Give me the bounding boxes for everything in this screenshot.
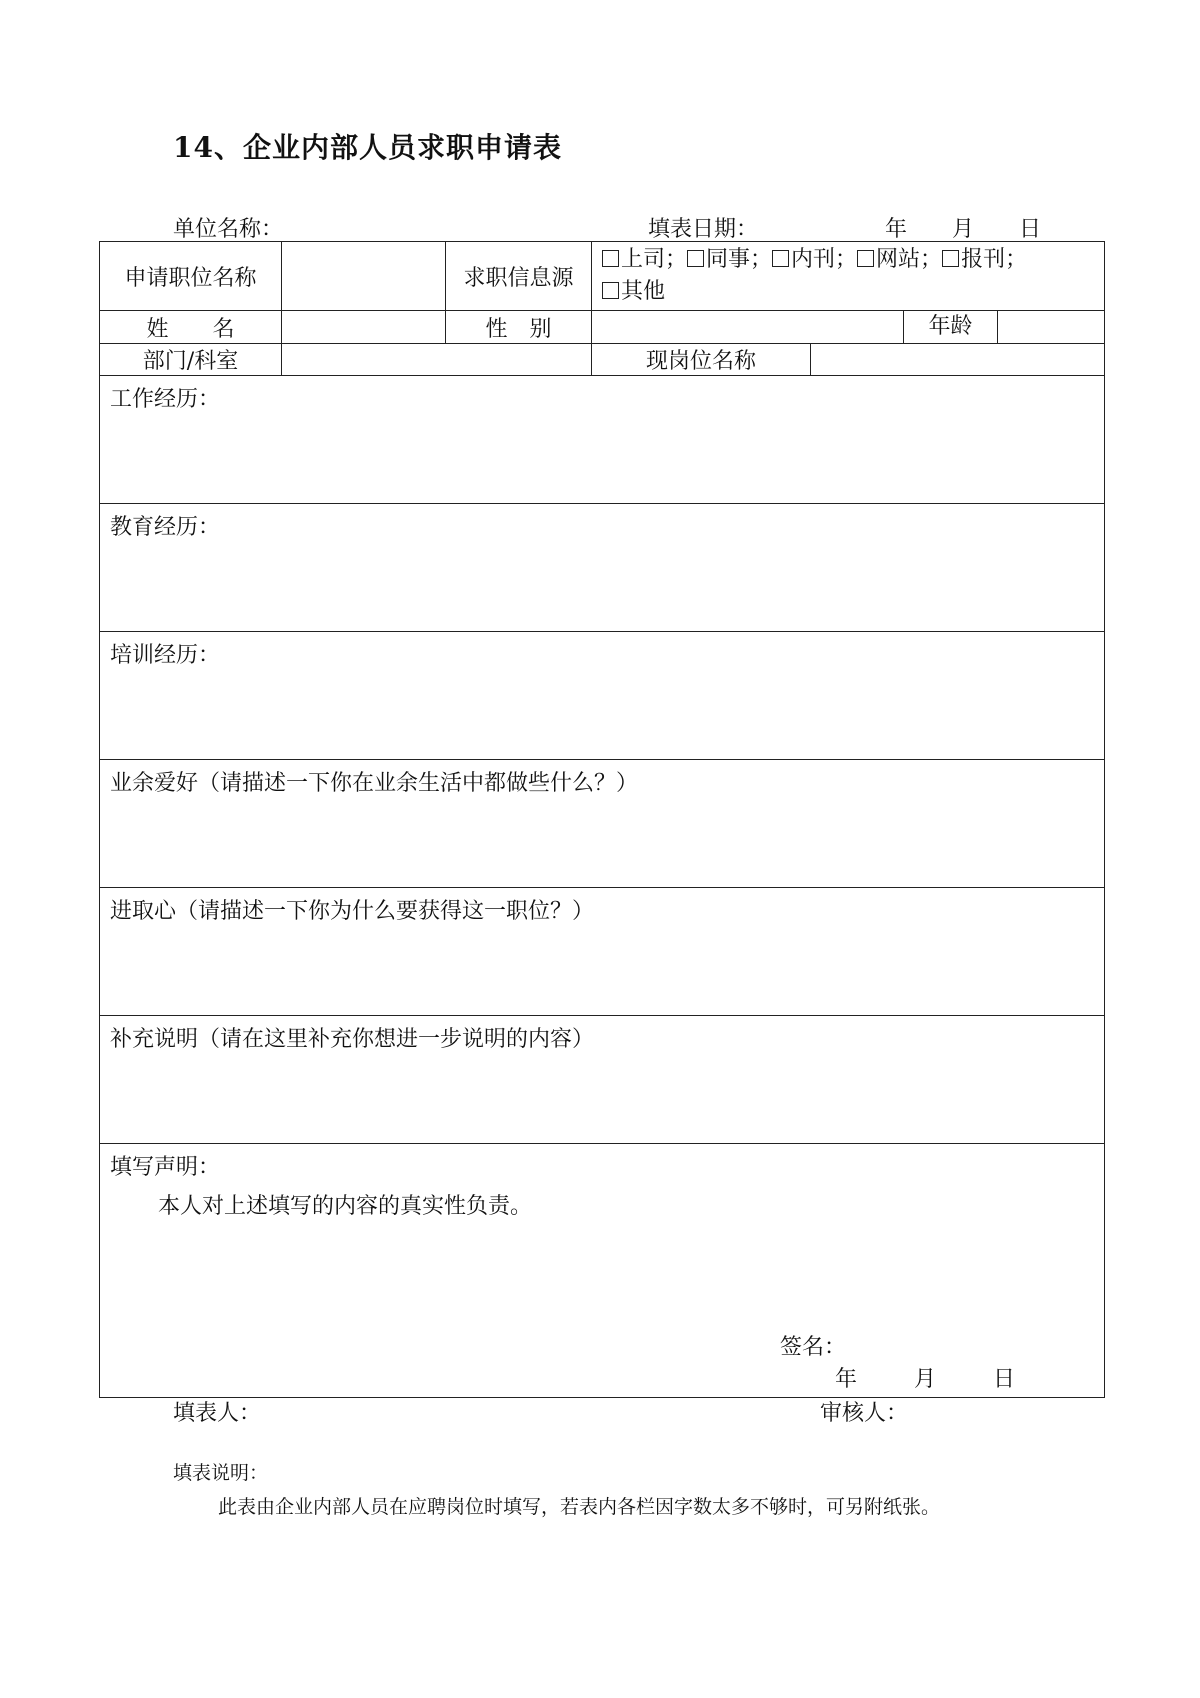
job-source-options [592, 242, 1105, 311]
form-row-department [100, 344, 1105, 376]
signature-label: 签名： [780, 1335, 847, 1360]
department-field[interactable] [282, 344, 592, 376]
name-field[interactable] [282, 311, 446, 344]
source-option-boss[interactable]: 上司； [602, 247, 687, 272]
unit-name-label: 单位名称： [173, 217, 284, 242]
application-form-table [99, 241, 1105, 1398]
declaration-section [100, 1144, 1105, 1398]
work-experience-label: 工作经历： [110, 387, 221, 412]
job-source-label: 求职信息源 [446, 242, 592, 311]
signature-date [835, 1362, 1015, 1393]
declaration-text: 本人对上述填写的内容的真实性负责。 [158, 1194, 533, 1219]
source-option-newsletter[interactable]: 内刊； [772, 247, 857, 272]
work-experience-section[interactable] [100, 376, 1105, 504]
age-field[interactable] [998, 311, 1104, 343]
education-label: 教育经历： [110, 515, 221, 540]
signature-year: 年 [835, 1367, 858, 1392]
checkbox-icon[interactable] [687, 250, 704, 267]
filler-label: 填表人： [173, 1401, 262, 1426]
ambition-label: 进取心（请描述一下你为什么要获得这一职位？） [110, 899, 595, 924]
notes-text: 此表由企业内部人员在应聘岗位时填写，若表内各栏因字数太多不够时，可另附纸张。 [218, 1496, 941, 1518]
fill-date-label: 填表日期： [648, 217, 759, 242]
source-option-colleague[interactable]: 同事； [687, 247, 772, 272]
fill-date-month: 月 [952, 217, 975, 242]
age-label: 年龄 [904, 311, 998, 343]
notes-title: 填表说明： [173, 1462, 269, 1484]
department-label: 部门/科室 [100, 344, 282, 376]
checkbox-icon[interactable] [942, 250, 959, 267]
declaration-title: 填写声明： [110, 1155, 221, 1180]
reviewer-label: 审核人： [820, 1401, 909, 1426]
supplement-section[interactable] [100, 1016, 1105, 1144]
checkbox-icon[interactable] [602, 282, 619, 299]
signature-day: 日 [993, 1367, 1016, 1392]
checkbox-icon[interactable] [772, 250, 789, 267]
form-row-position [100, 242, 1105, 311]
education-section[interactable] [100, 504, 1105, 632]
fill-date-day: 日 [1019, 217, 1042, 242]
hobby-label: 业余爱好（请描述一下你在业余生活中都做些什么？） [110, 771, 639, 796]
gender-field[interactable] [592, 311, 904, 344]
position-name-field[interactable] [282, 242, 446, 311]
training-label: 培训经历： [110, 643, 221, 668]
source-option-website[interactable]: 网站； [857, 247, 942, 272]
age-cell [904, 311, 1105, 344]
fill-date [648, 212, 1041, 243]
supplement-label: 补充说明（请在这里补充你想进一步说明的内容） [110, 1027, 595, 1052]
source-option-other[interactable]: 其他 [602, 279, 665, 304]
gender-label: 性 别 [446, 311, 592, 344]
checkbox-icon[interactable] [857, 250, 874, 267]
signature-month: 月 [914, 1367, 937, 1392]
ambition-section[interactable] [100, 888, 1105, 1016]
position-name-label: 申请职位名称 [100, 242, 282, 311]
current-position-field[interactable] [811, 344, 1105, 376]
page-title: 14、企业内部人员求职申请表 [173, 131, 562, 164]
checkbox-icon[interactable] [602, 250, 619, 267]
training-section[interactable] [100, 632, 1105, 760]
source-option-newspaper[interactable]: 报刊； [942, 247, 1027, 272]
name-label: 姓 名 [100, 311, 282, 344]
form-row-name [100, 311, 1105, 344]
hobby-section[interactable] [100, 760, 1105, 888]
current-position-label: 现岗位名称 [592, 344, 811, 376]
fill-date-year: 年 [885, 217, 908, 242]
